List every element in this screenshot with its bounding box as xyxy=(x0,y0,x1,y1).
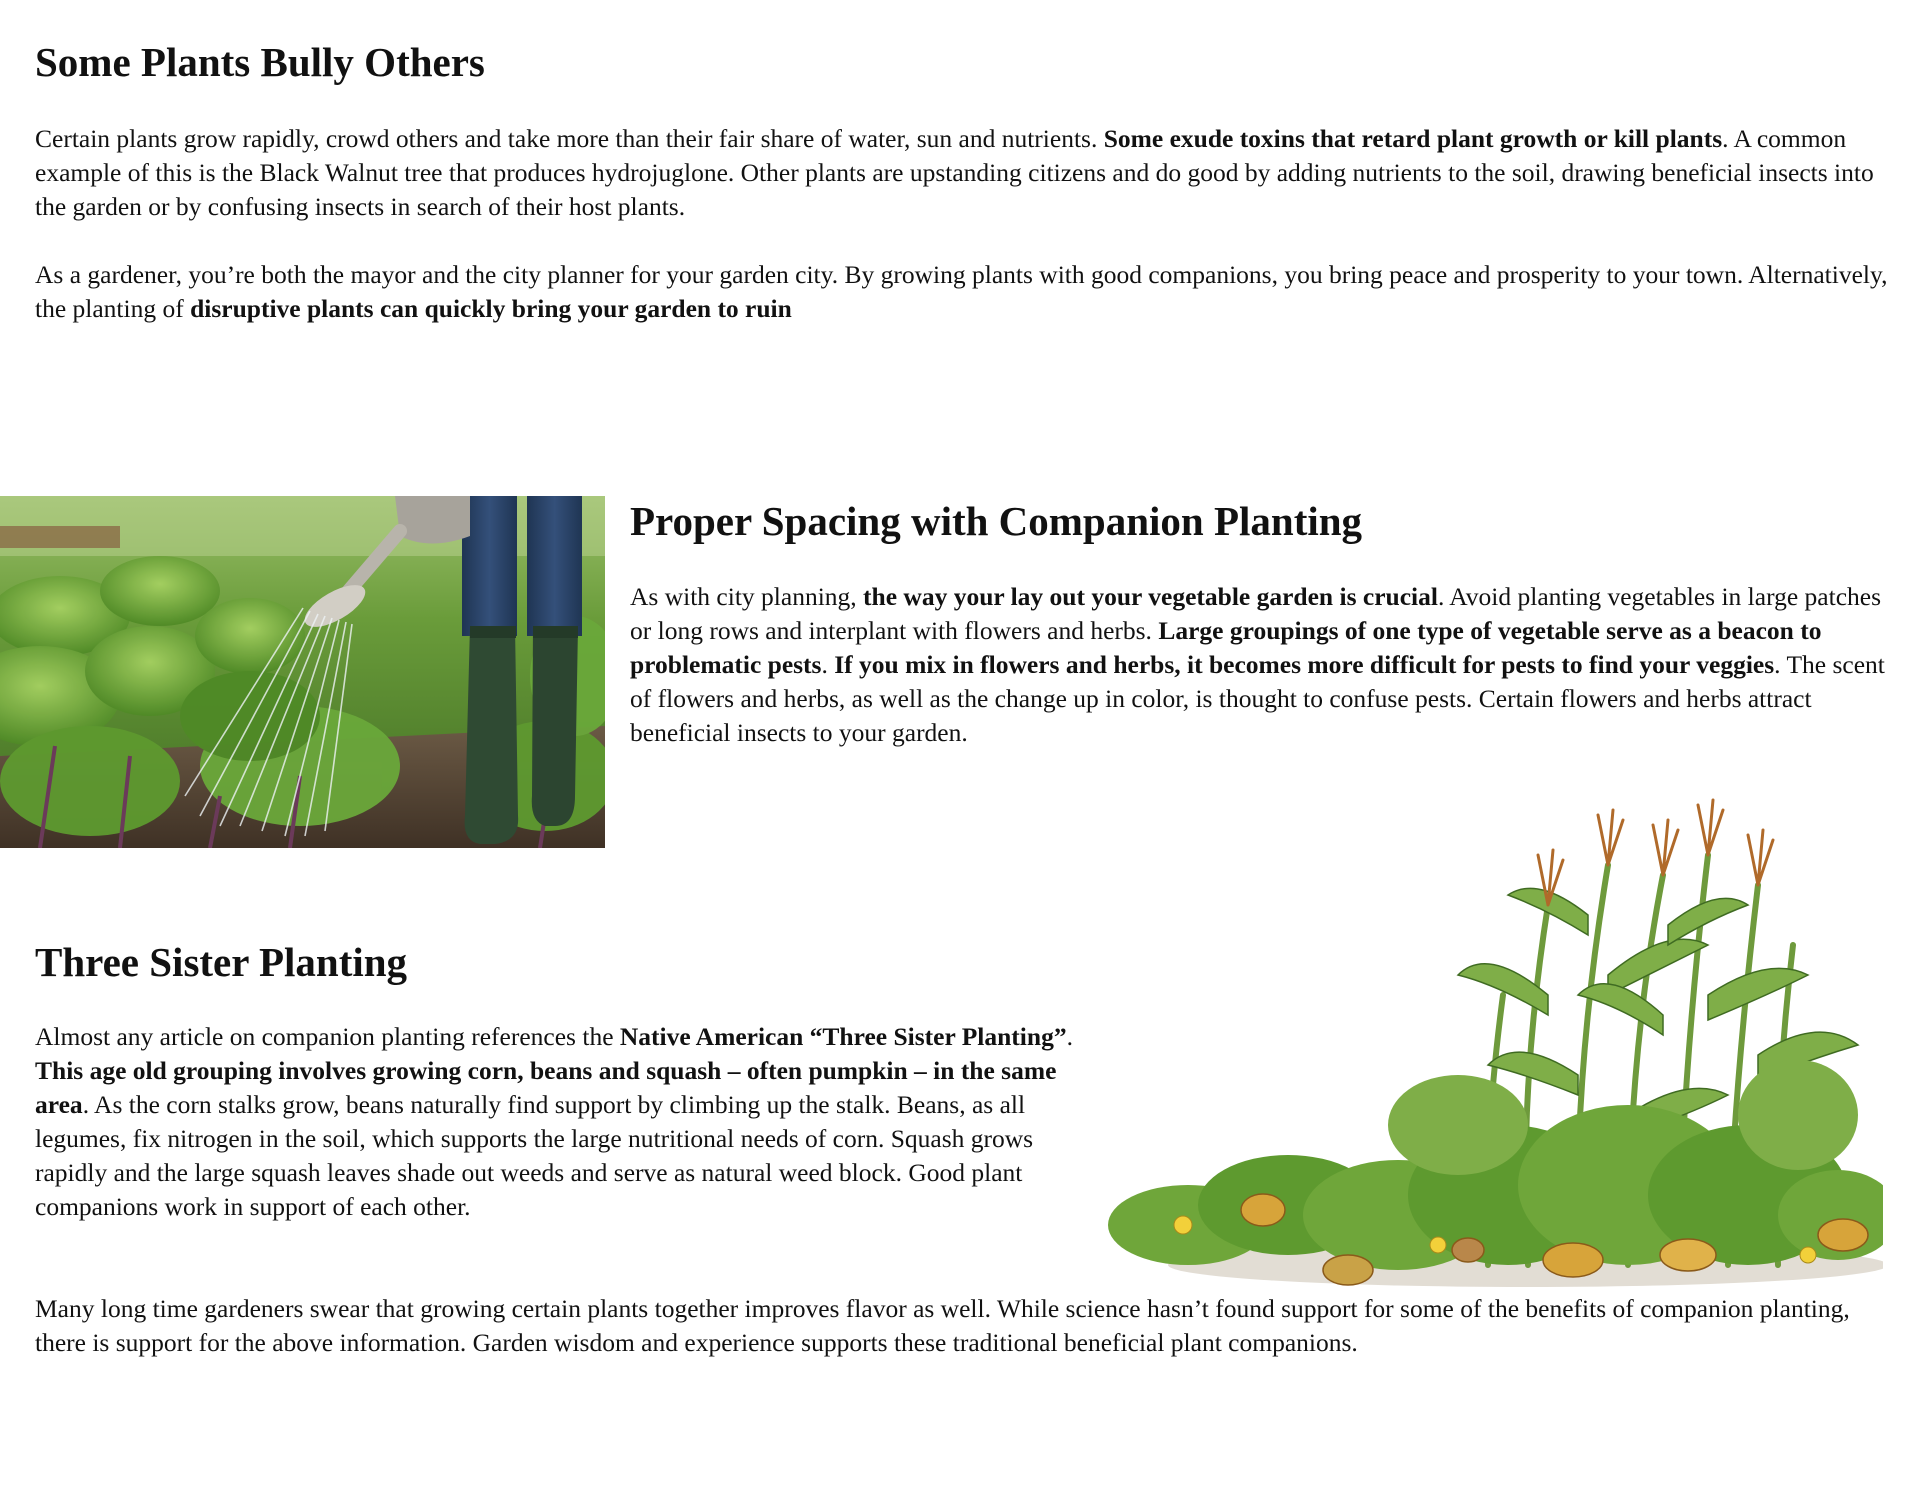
text-span: . As the corn stalks grow, beans naturally find support by climbing up the stalk. Beans, as all legumes, fix nitrogen in the soil, which supports the large nutritional needs of corn. Squash grows rapidly and the large squash leaves shade out weeds and serve as natural weed block. Good plant companions work in support of each other. xyxy=(35,1090,1034,1221)
watering-kale-photo xyxy=(0,496,605,848)
text-span: Certain plants grow rapidly, crowd others and take more than their fair share of water, sun and nutrients. xyxy=(35,124,1104,153)
text-span: As with city planning, xyxy=(630,582,864,611)
text-span: . xyxy=(821,650,835,679)
heading-proper-spacing: Proper Spacing with Companion Planting xyxy=(630,498,1363,544)
heading-some-plants-bully-others: Some Plants Bully Others xyxy=(35,39,485,85)
text-span: Many long time gardeners swear that growing certain plants together improves flavor as well. While science hasn’t found support for some of the benefits of companion planting, there is support for the above information. Garden wisdom and experience supports these traditional beneficial plant companions. xyxy=(35,1294,1850,1357)
paragraph-garden-wisdom xyxy=(35,1292,1895,1360)
text-span: . xyxy=(1066,1022,1073,1051)
bold-span: Some exude toxins that retard plant growth or kill plants xyxy=(1103,124,1723,153)
bold-span: If you mix in flowers and herbs, it becomes more difficult for pests to find your veggies xyxy=(834,650,1775,679)
paragraph-three-sisters xyxy=(35,1020,1090,1224)
text-span: . Avoid planting vegetables in large patches or long rows and interplant with flowers and herbs. xyxy=(630,582,1881,645)
text-span: As a gardener, you’re both the mayor and the city planner for your garden city. By growing plants with good companions, you bring peace and prosperity to your town. Alternatively, the planting of xyxy=(35,260,1888,323)
heading-three-sister-planting: Three Sister Planting xyxy=(35,939,408,985)
text-span: . The scent of flowers and herbs, as well as the change up in color, is thought to confuse pests. Certain flowers and herbs attract beneficial insects to your garden. xyxy=(630,650,1885,747)
text-span: Almost any article on companion planting references the xyxy=(35,1022,620,1051)
text-span: . A common example of this is the Black Walnut tree that produces hydrojuglone. Other plants are upstanding citizens and do good by adding nutrients to the soil, drawing beneficial insects into the garden or by confusing insects in search of their host plants. xyxy=(35,124,1874,221)
bold-span: Large groupings of one type of vegetable serve as a beacon to problematic pests xyxy=(630,616,1822,679)
bold-span: This age old grouping involves growing corn, beans and squash – often pumpkin – in the same area xyxy=(35,1056,1057,1119)
bold-span: the way your lay out your vegetable garden is crucial xyxy=(863,582,1438,611)
paragraph-bully-intro xyxy=(35,122,1905,224)
three-sisters-illustration xyxy=(1108,795,1883,1300)
bold-span: disruptive plants can quickly bring your garden to ruin xyxy=(190,294,792,323)
paragraph-spacing xyxy=(630,580,1905,750)
paragraph-bully-mayor xyxy=(35,258,1905,326)
bold-span: Native American “Three Sister Planting” xyxy=(619,1022,1067,1051)
